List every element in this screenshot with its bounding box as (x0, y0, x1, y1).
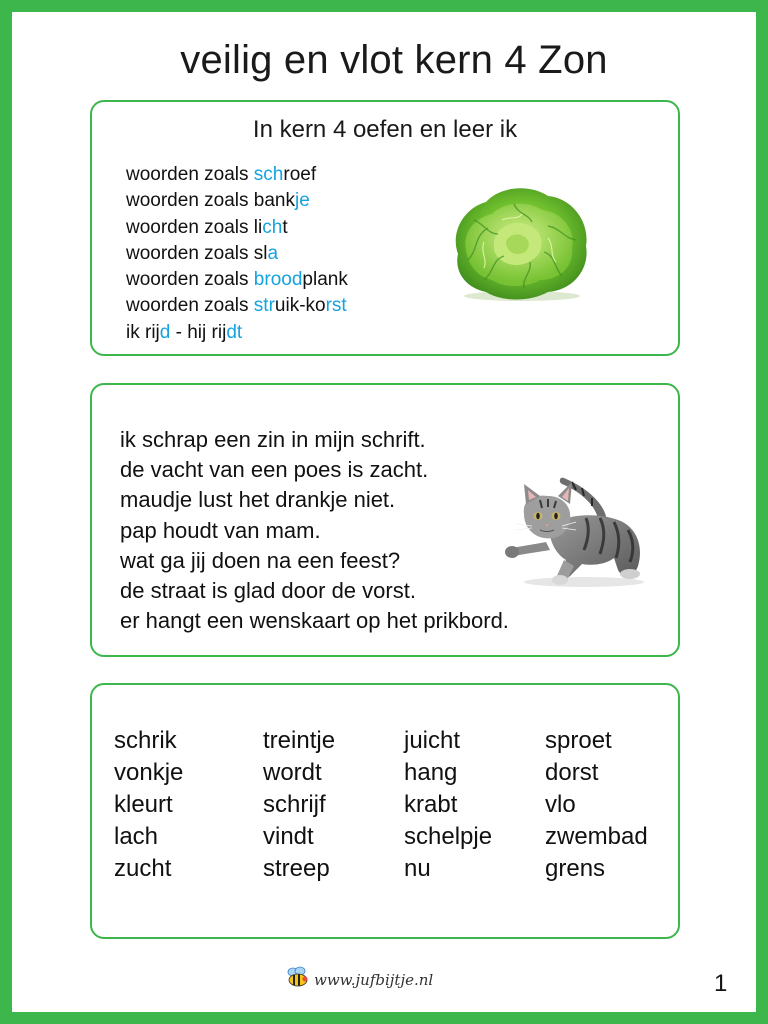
learning-goals-title: In kern 4 oefen en leer ik (252, 116, 518, 143)
highlighted-letters: sch (253, 164, 284, 185)
bee-logo-icon (286, 966, 310, 993)
practice-word: vlo (545, 791, 576, 818)
line-text: ik rij (126, 321, 160, 343)
highlighted-letters: str (253, 295, 275, 317)
footer-url: www.jufbijtje.nl (314, 970, 434, 989)
highlighted-letters: rst (325, 295, 347, 317)
practice-word: vonkje (114, 759, 184, 786)
line-text: woorden zoals li (126, 216, 263, 238)
footer (286, 966, 433, 993)
sentence: pap houdt van mam. (120, 517, 321, 543)
example-word-line (126, 188, 348, 214)
example-words-list (126, 162, 348, 346)
practice-word: lach (114, 823, 159, 850)
word-column (404, 725, 545, 885)
practice-word: kleurt (114, 791, 173, 818)
practice-word: krabt (404, 791, 458, 818)
highlighted-letters: a (267, 242, 279, 264)
example-word-line (126, 267, 348, 293)
word-grid (114, 725, 685, 885)
word-column (263, 725, 404, 885)
sentence: er hangt een wenskaart op het prikbord. (120, 608, 509, 634)
sentence: wat ga jij doen na een feest? (120, 547, 401, 573)
line-text: woorden zoals (126, 295, 254, 317)
practice-word: zwembad (545, 823, 648, 850)
practice-word: hang (404, 759, 458, 786)
page-title: veilig en vlot kern 4 Zon (180, 38, 608, 82)
practice-word: vindt (263, 823, 314, 850)
lettuce-image (444, 180, 596, 309)
practice-word: streep (263, 855, 330, 882)
sentence: ik schrap een zin in mijn schrift. (120, 427, 426, 452)
word-column (545, 725, 685, 885)
highlighted-letters: dt (226, 321, 243, 343)
line-text: roef (283, 164, 317, 185)
sentence: de straat is glad door de vorst. (120, 578, 416, 604)
practice-word: sproet (545, 727, 612, 754)
page-number: 1 (714, 970, 728, 997)
sentence: de vacht van een poes is zacht. (120, 457, 429, 483)
line-text: uik-ko (274, 295, 326, 317)
example-word-line (126, 320, 348, 346)
practice-word: grens (545, 855, 606, 882)
line-text: - hij rij (170, 321, 227, 343)
line-text: woorden zoals (126, 269, 254, 291)
highlighted-letters: d (159, 321, 171, 343)
practice-word: wordt (263, 759, 322, 786)
practice-word: schrijf (263, 791, 326, 818)
sentence: maudje lust het drankje niet. (120, 487, 396, 513)
practice-word: schrik (114, 727, 177, 754)
practice-word: nu (404, 855, 431, 882)
highlighted-letters: brood (253, 269, 303, 291)
example-word-line (126, 215, 348, 241)
word-column (114, 725, 263, 885)
example-word-line (126, 293, 348, 319)
practice-word: juicht (404, 727, 461, 754)
kitten-image (502, 470, 652, 595)
line-text: woorden zoals (126, 164, 254, 185)
practice-word: zucht (114, 855, 172, 882)
line-text: woorden zoals sl (126, 242, 268, 264)
highlighted-letters: ch (262, 216, 283, 238)
practice-word: schelpje (404, 823, 493, 850)
learning-goals-box (90, 100, 680, 356)
line-text: woorden zoals bank (126, 190, 295, 212)
line-text: t (282, 216, 288, 238)
sentences-box (90, 383, 680, 657)
practice-word: dorst (545, 759, 599, 786)
word-grid-box (90, 683, 680, 939)
example-word-line (126, 241, 348, 267)
line-text: plank (302, 269, 348, 291)
practice-word: treintje (263, 727, 336, 754)
highlighted-letters: je (295, 190, 310, 212)
sentences-list (120, 425, 509, 636)
example-word-line (126, 162, 348, 188)
